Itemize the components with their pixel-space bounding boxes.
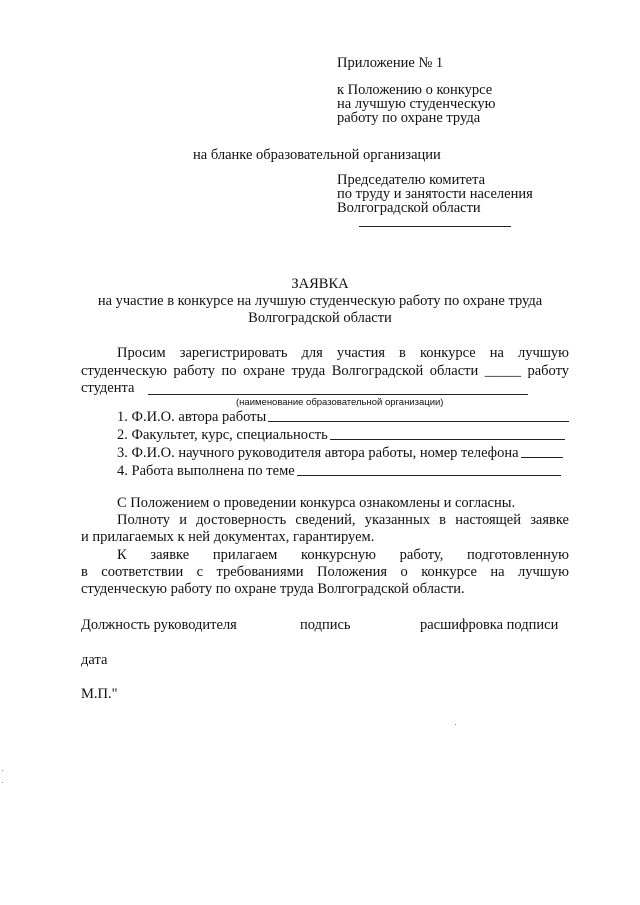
letterhead-note: на бланке образовательной организации	[193, 147, 441, 163]
addressee-name-blank	[359, 226, 511, 227]
organization-blank	[148, 394, 528, 395]
signature-stamp: М.П."	[81, 686, 118, 702]
document-title: ЗАЯВКА	[291, 276, 349, 292]
field-faculty	[117, 423, 565, 443]
field-author-name-label: 1. Ф.И.О. автора работы	[117, 409, 267, 425]
document-subtitle-line-1: на участие в конкурсе на лучшую студенческую работу по охране труда	[97, 293, 543, 309]
field-topic-label: 4. Работа выполнена по теме	[117, 463, 295, 479]
field-supervisor	[117, 441, 563, 461]
addressee-line-1: Председателю комитета	[337, 172, 486, 188]
field-topic	[117, 459, 561, 479]
request-line-1: Просим зарегистрировать для участия в конкурсе на лучшую	[117, 345, 569, 361]
addressee-line-2: по труду и занятости населения	[337, 186, 533, 202]
scan-speck	[2, 782, 3, 783]
appendix-number: Приложение № 1	[337, 55, 444, 71]
signature-decode: расшифровка подписи	[420, 617, 559, 633]
agreement-text: С Положением о проведении конкурса ознакомлены и согласны.	[117, 495, 516, 511]
field-author-name-blank	[268, 421, 569, 422]
request-line-3-label: студента	[81, 380, 135, 396]
scan-speck	[2, 770, 3, 771]
field-faculty-label: 2. Факультет, курс, специальность	[117, 427, 328, 443]
attachment-line-1: К заявке прилагаем конкурсную работу, подготовленную	[117, 547, 569, 563]
signature-date: дата	[81, 652, 108, 668]
addressee-line-3: Волгоградской области	[337, 200, 481, 216]
request-line-2: студенческую работу по охране труда Волгоградской области _____ работу	[81, 363, 569, 379]
field-supervisor-blank	[521, 457, 563, 458]
regulation-line-1: к Положению о конкурсе	[337, 82, 493, 98]
regulation-line-3: работу по охране труда	[337, 110, 481, 126]
organization-caption: (наименование образовательной организации)	[236, 397, 444, 408]
attachment-line-2: в соответствии с требованиями Положения о конкурсе на лучшую	[81, 564, 569, 580]
guarantee-line-1: Полноту и достоверность сведений, указанных в настоящей заявке	[117, 512, 569, 528]
field-faculty-blank	[330, 439, 565, 440]
regulation-line-2: на лучшую студенческую	[337, 96, 496, 112]
signature-sign: подпись	[300, 617, 351, 633]
field-topic-blank	[297, 475, 561, 476]
signature-position: Должность руководителя	[81, 617, 237, 633]
document-subtitle-line-2: Волгоградской области	[248, 310, 392, 326]
attachment-line-3: студенческую работу по охране труда Волгоградской области.	[81, 581, 465, 597]
field-supervisor-label: 3. Ф.И.О. научного руководителя автора работы, номер телефона	[117, 445, 519, 461]
scan-speck	[455, 724, 456, 725]
guarantee-line-2: и прилагаемых к ней документах, гарантируем.	[81, 529, 375, 545]
field-author-name	[117, 405, 569, 425]
